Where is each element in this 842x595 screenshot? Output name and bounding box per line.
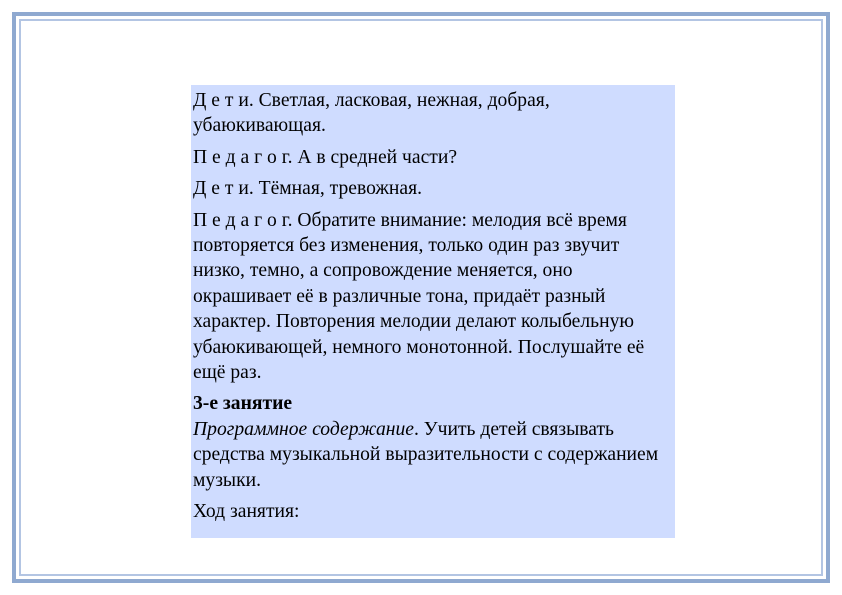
program-text: . Учить детей связывать средства музыкальной выразительности с содержанием музыки. [193, 418, 659, 491]
speaker-teacher: П е д а г о г [193, 209, 288, 231]
program-paragraph [193, 417, 675, 493]
dialogue-paragraph-2 [193, 145, 675, 170]
dialogue-paragraph-4 [193, 208, 675, 386]
dialogue-text: . Тёмная, тревожная. [248, 178, 423, 200]
dialogue-text: . Светлая, ласковая, нежная, добрая, убаюкивающая. [193, 90, 550, 137]
lesson-heading-paragraph [193, 391, 675, 416]
dialogue-paragraph-3 [193, 176, 675, 201]
dialogue-text: . Обратите внимание: мелодия всё время повторяется без изменения, только один раз звучит низко, темно, а сопровождение меняется, оно окрашивает её в различные тона, придаёт разный характер. Повторения мелодии делают колыбельную убаюкивающей, немного монотонной. Послушайте её ещё раз. [193, 209, 645, 384]
dialogue-paragraph-1 [193, 88, 675, 139]
lesson-heading: 3-е занятие [193, 393, 293, 415]
dialogue-text: . А в средней части? [287, 146, 458, 168]
speaker-teacher: П е д а г о г [193, 146, 288, 168]
program-label: Программное содержание [193, 418, 414, 440]
speaker-children: Д е т и [193, 178, 249, 200]
course-paragraph [193, 499, 675, 524]
speaker-children: Д е т и [193, 90, 249, 111]
text-block [191, 85, 675, 538]
course-label: Ход занятия: [193, 501, 300, 523]
